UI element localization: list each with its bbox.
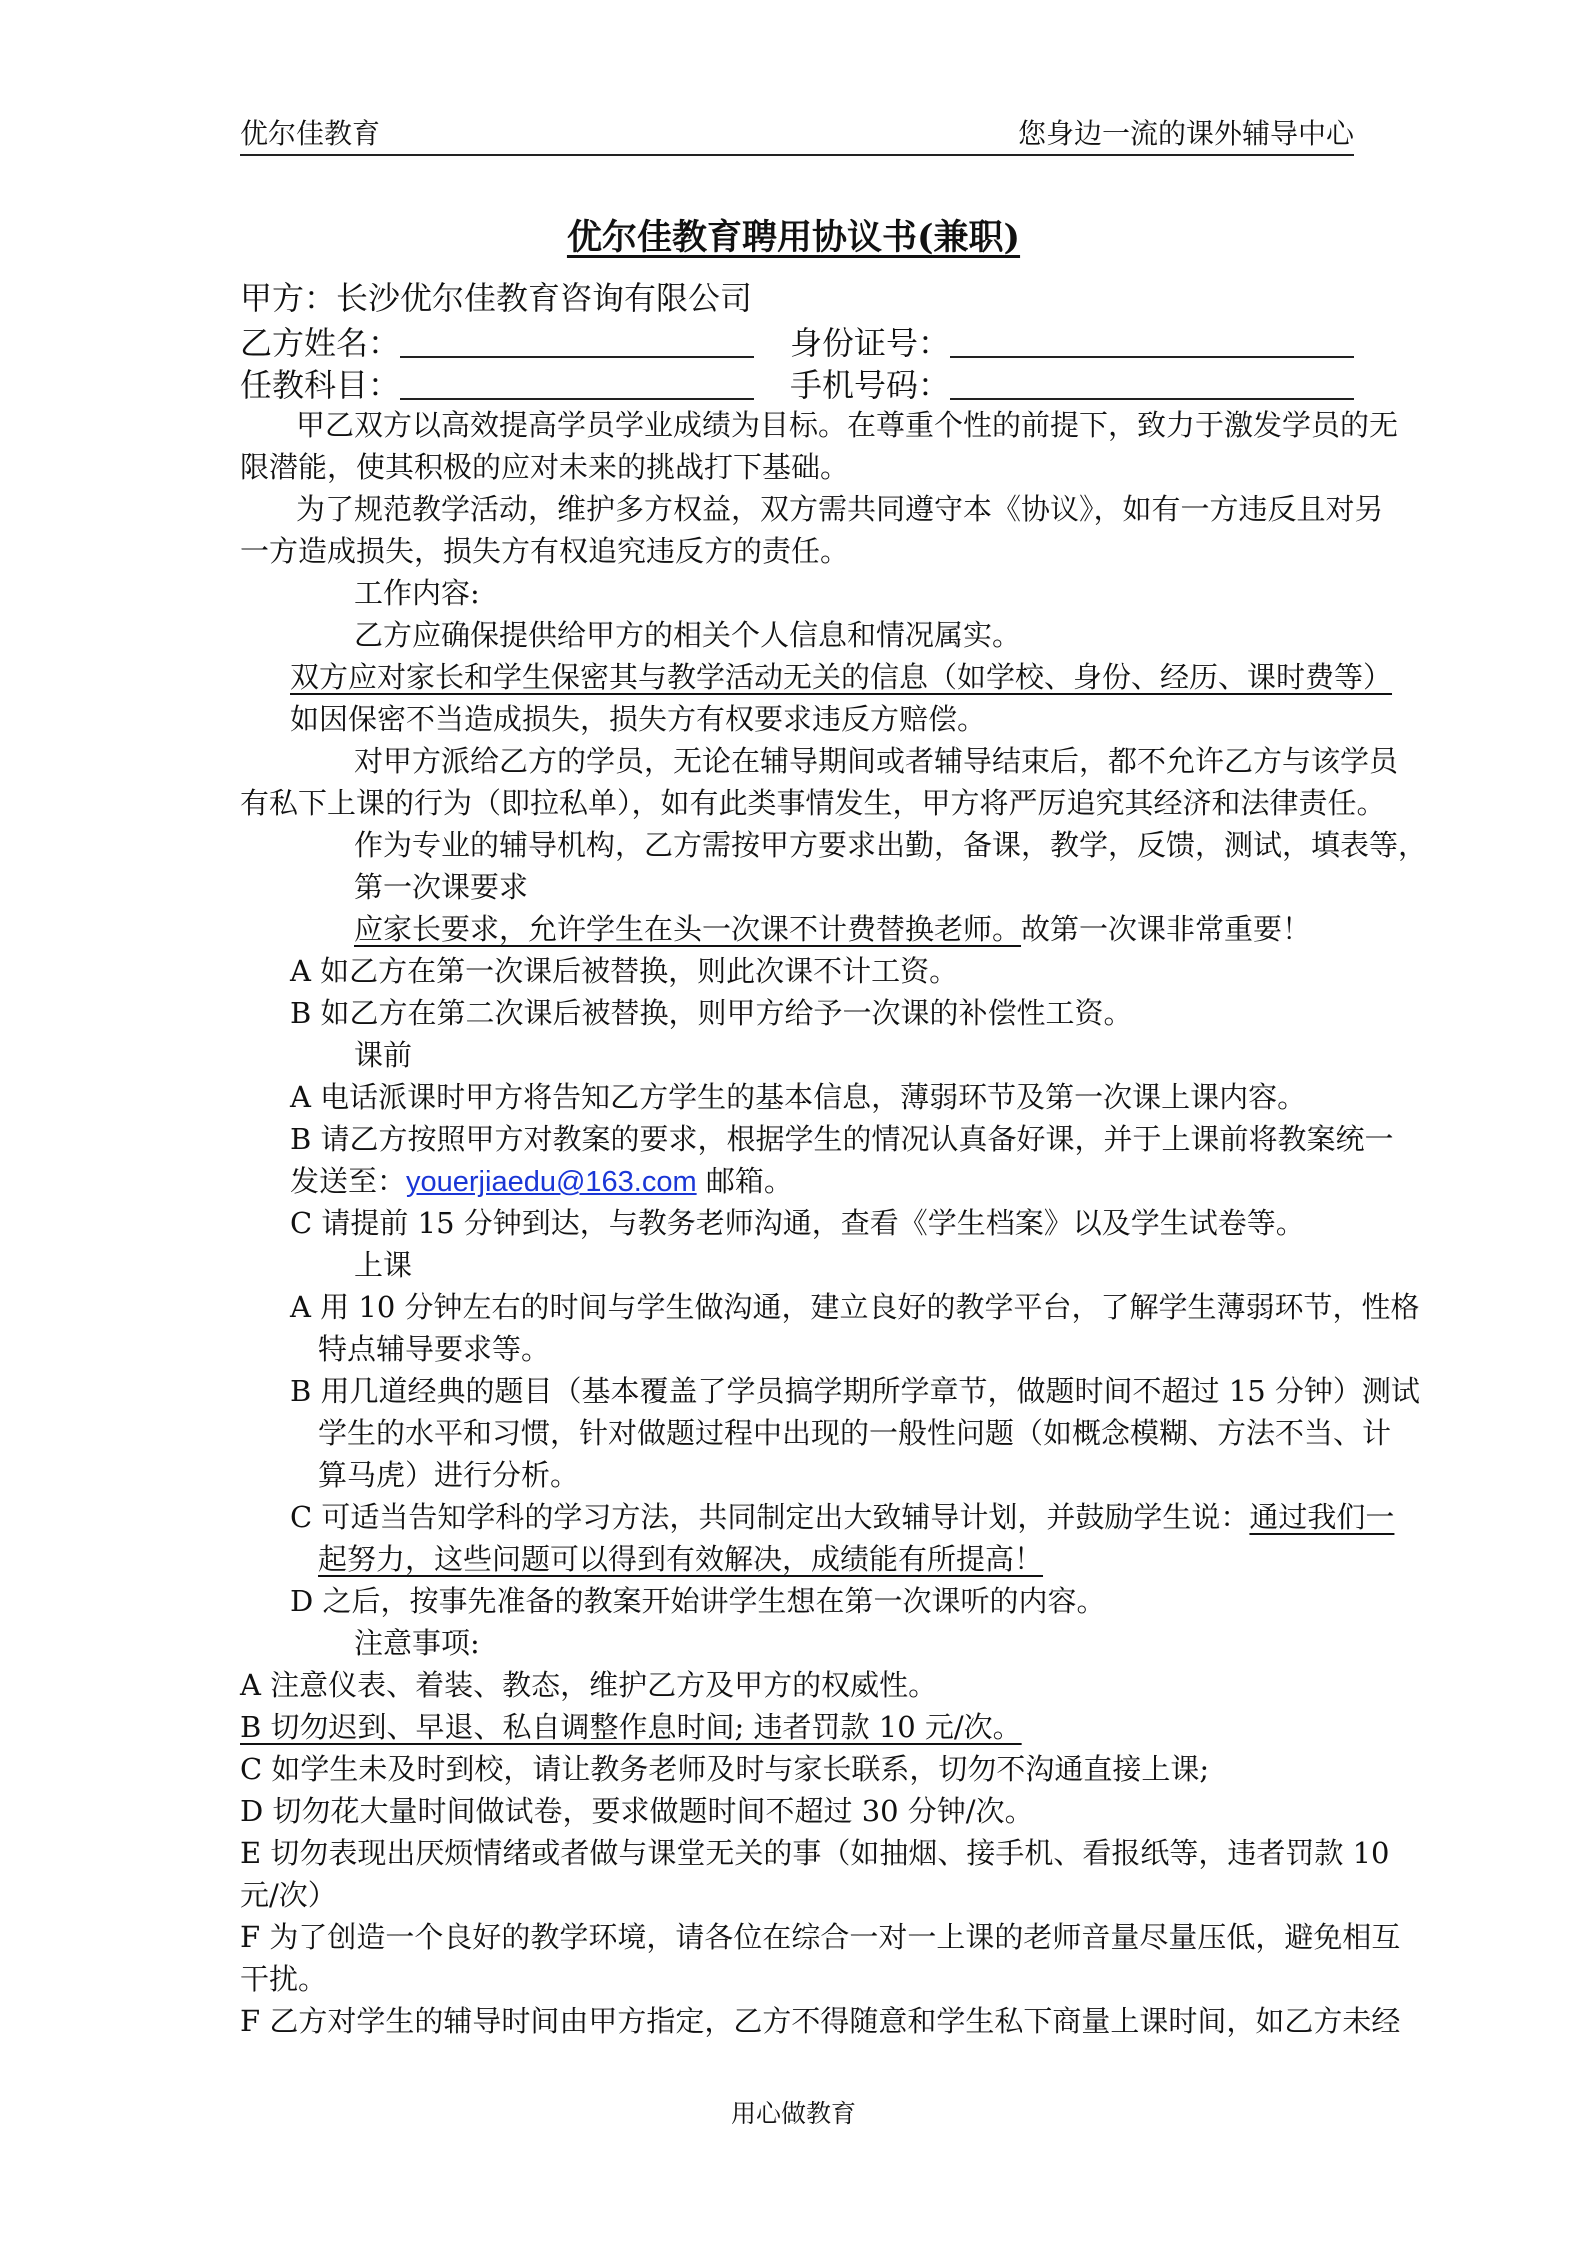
list-item: A 电话派课时甲方将告知乙方学生的基本信息，薄弱环节及第一次课上课内容。 — [290, 1080, 1307, 1114]
list-item: 起努力，这些问题可以得到有效解决，成绩能有所提高！ — [318, 1542, 1044, 1576]
subject-field[interactable] — [400, 364, 754, 400]
header-company: 优尔佳教育 — [240, 117, 381, 150]
header-divider — [240, 154, 1354, 156]
field-row-2 — [240, 364, 1354, 405]
page-header — [240, 112, 1354, 156]
section-heading: 第一次课要求 — [354, 870, 529, 904]
work-item: 双方应对家长和学生保密其与教学活动无关的信息（如学校、身份、经历、课时费等） — [290, 660, 1393, 694]
list-item: 干扰。 — [240, 1962, 328, 1996]
list-item: 算马虎）进行分析。 — [318, 1458, 580, 1492]
work-item: 对甲方派给乙方的学员，无论在辅导期间或者辅导结束后，都不允许乙方与该学员 — [354, 744, 1399, 778]
email-link[interactable]: youerjiaedu@163.com — [406, 1166, 697, 1198]
document-title: 优尔佳教育聘用协议书(兼职) — [566, 217, 1021, 258]
id-number-field[interactable] — [950, 322, 1354, 358]
list-item: D 之后，按事先准备的教案开始讲学生想在第一次课听的内容。 — [290, 1584, 1106, 1618]
subject-label: 任教科目： — [240, 366, 401, 404]
intro-line: 一方造成损失，损失方有权追究违反方的责任。 — [240, 534, 850, 568]
section-heading: 注意事项: — [354, 1626, 480, 1660]
intro-line: 甲乙双方以高效提高学员学业成绩为目标。在尊重个性的前提下，致力于激发学员的无 — [296, 408, 1399, 442]
list-item: E 切勿表现出厌烦情绪或者做与课堂无关的事（如抽烟、接手机、看报纸等，违者罚款 10 — [240, 1836, 1390, 1870]
id-label: 身份证号： — [790, 324, 951, 362]
intro-line: 为了规范教学活动，维护多方权益，双方需共同遵守本《协议》，如有一方违反且对另 — [296, 492, 1384, 526]
section-heading: 工作内容: — [354, 576, 480, 610]
list-item: B 切勿迟到、早退、私自调整作息时间; 违者罚款 10 元/次。 — [240, 1710, 1022, 1744]
name-label: 乙方姓名： — [240, 324, 401, 362]
list-item: A 注意仪表、着装、教态，维护乙方及甲方的权威性。 — [240, 1668, 938, 1702]
list-item: B 如乙方在第二次课后被替换，则甲方给予一次课的补偿性工资。 — [290, 996, 1133, 1030]
work-item: 有私下上课的行为（即拉私单），如有此类事情发生，甲方将严厉追究其经济和法律责任。 — [240, 786, 1386, 820]
list-item: C 如学生未及时到校，请让教务老师及时与家长联系，切勿不沟通直接上课; — [240, 1752, 1210, 1786]
first-lesson-note: 应家长要求，允许学生在头一次课不计费替换老师。故第一次课非常重要！ — [354, 912, 1312, 946]
work-item: 如因保密不当造成损失，损失方有权要求违反方赔偿。 — [290, 702, 987, 736]
list-item: A 用 10 分钟左右的时间与学生做沟通，建立良好的教学平台，了解学生薄弱环节，性格 — [290, 1290, 1420, 1324]
page-footer: 用心做教育 — [730, 2099, 856, 2128]
list-item: 发送至：youerjiaedu@163.com 邮箱。 — [290, 1164, 793, 1198]
section-heading: 上课 — [354, 1248, 413, 1282]
header-slogan: 您身边一流的课外辅导中心 — [1017, 117, 1354, 150]
name-field[interactable] — [400, 322, 754, 358]
phone-label: 手机号码： — [790, 366, 951, 404]
field-row-1 — [240, 322, 1354, 363]
list-item: B 用几道经典的题目（基本覆盖了学员搞学期所学章节，做题时间不超过 15 分钟）测试 — [290, 1374, 1420, 1408]
list-item: 元/次） — [240, 1878, 337, 1912]
list-item: C 可适当告知学科的学习方法，共同制定出大致辅导计划，并鼓励学生说：通过我们一 — [290, 1500, 1395, 1534]
list-item: C 请提前 15 分钟到达，与教务老师沟通，查看《学生档案》以及学生试卷等。 — [290, 1206, 1305, 1240]
list-item: D 切勿花大量时间做试卷，要求做题时间不超过 30 分钟/次。 — [240, 1794, 1034, 1828]
work-item: 乙方应确保提供给甲方的相关个人信息和情况属实。 — [354, 618, 1022, 652]
work-item: 作为专业的辅导机构，乙方需按甲方要求出勤，备课，教学，反馈，测试，填表等， — [354, 828, 1428, 862]
intro-line: 限潜能，使其积极的应对未来的挑战打下基础。 — [240, 450, 850, 484]
section-heading: 课前 — [354, 1038, 413, 1072]
list-item: 学生的水平和习惯，针对做题过程中出现的一般性问题（如概念模糊、方法不当、计 — [318, 1416, 1392, 1450]
list-item: A 如乙方在第一次课后被替换，则此次课不计工资。 — [290, 954, 959, 988]
party-a: 甲方：长沙优尔佳教育咨询有限公司 — [240, 279, 753, 317]
phone-field[interactable] — [950, 364, 1354, 400]
list-item: F 为了创造一个良好的教学环境，请各位在综合一对一上课的老师音量尽量压低，避免相互 — [240, 1920, 1401, 1954]
list-item: B 请乙方按照甲方对教案的要求，根据学生的情况认真备好课，并于上课前将教案统一 — [290, 1122, 1394, 1156]
list-item: F 乙方对学生的辅导时间由甲方指定，乙方不得随意和学生私下商量上课时间，如乙方未经 — [240, 2004, 1401, 2038]
list-item: 特点辅导要求等。 — [318, 1332, 551, 1366]
